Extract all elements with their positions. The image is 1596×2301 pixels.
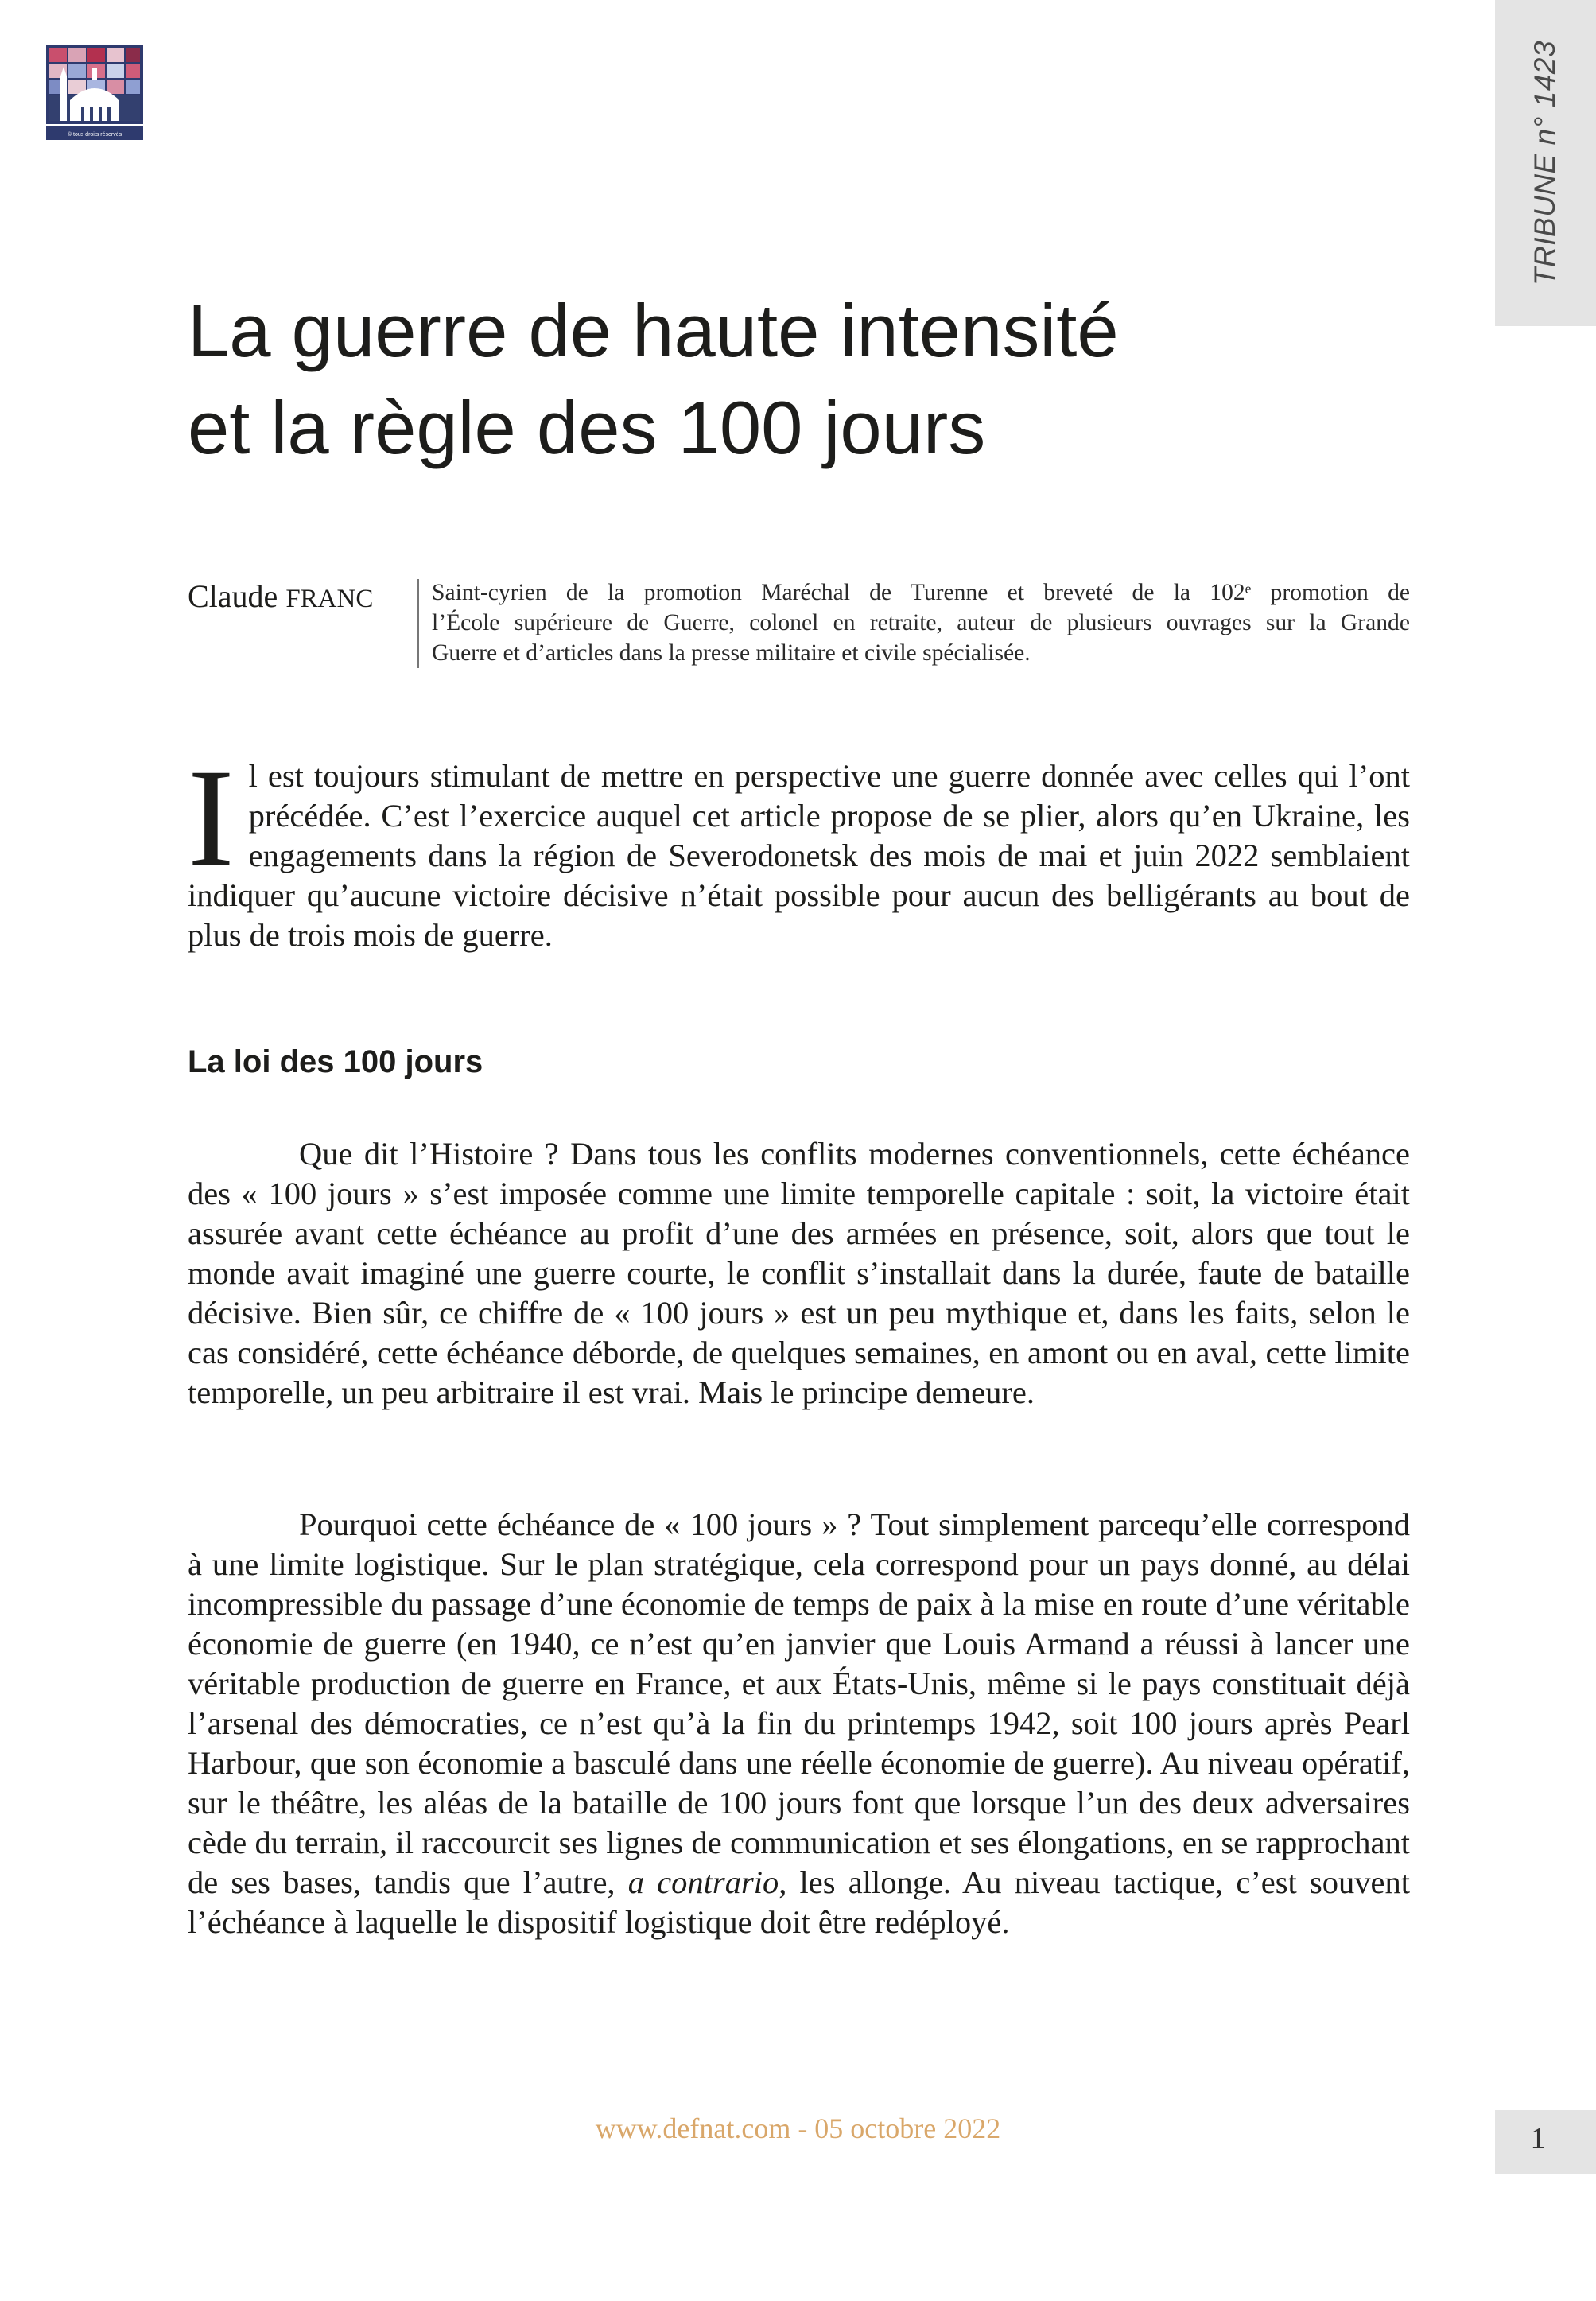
- author-divider: [417, 579, 419, 668]
- logo-mosaic: [46, 45, 143, 124]
- defnat-logo: [46, 45, 143, 140]
- page-number: 1: [1530, 2122, 1546, 2155]
- author-bio: [432, 577, 1410, 668]
- page-title: [188, 282, 1460, 476]
- author-bio-line: l’École supérieure de Guerre, colonel en retraite, auteur de plusieurs ouvrages sur la Grande: [432, 610, 1410, 635]
- title-line-1: La guerre de haute intensité: [188, 289, 1119, 372]
- paragraph-2-text-b: , les allonge. Au niveau tactique, c’est souvent l’échéance à laquelle le dispositif logistique doit être redéployé.: [188, 1864, 1410, 1940]
- author-last-name: FRANC: [285, 585, 374, 613]
- body-paragraph-1: Que dit l’Histoire ? Dans tous les conflits modernes conventionnels, cette échéance des « 100 jours » s’est imposée comme une limite temporelle capitale : soit, la victoire était assurée avant cette échéance au profit d’une des armées en présence, soit, alors que tout le monde avait imaginé une guerre courte, le conflit s’installait dans la durée, faute de bataille décisive. Bien sûr, ce chiffre de « 100 jours » est un peu mythique et, dans les faits, selon le cas considéré, cette échéance déborde, de quelques semaines, en amont ou en aval, cette limite temporelle, un peu arbitraire il est vrai. Mais le principe demeure.: [188, 1136, 1410, 1410]
- body-paragraph-2: [188, 1505, 1410, 1942]
- author-bio-line: Guerre et d’articles dans la presse militaire et civile spécialisée.: [432, 640, 1031, 666]
- tribune-label: TRIBUNE n° 1423: [1528, 40, 1561, 286]
- title-line-2: et la règle des 100 jours: [188, 386, 986, 469]
- footer-url-date: www.defnat.com - 05 octobre 2022: [595, 2112, 1001, 2144]
- intro-text: l est toujours stimulant de mettre en perspective une guerre donnée avec celles qui l’ont précédée. C’est l’exercice auquel cet article propose de se plier, alors qu’en Ukraine, les engagements dans la région de Severodonetsk des mois de mai et juin 2022 semblaient indiquer qu’aucune victoire décisive n’était possible pour aucun des belligérants au bout de plus de trois mois de guerre.: [188, 758, 1410, 953]
- italic-term: a contrario: [627, 1864, 779, 1900]
- drop-cap: I: [188, 740, 235, 896]
- paragraph-2-text-a: Pourquoi cette échéance de « 100 jours » ? Tout simplement parcequ’elle correspond à une limite logistique. Sur le plan stratégique, cela correspond pour un pays donné, au délai incompressible du passage d’une économie de temps de paix à la mise en route d’une véritable économie de guerre (en 1940, ce n’est qu’en janvier que Louis Armand a réussi à lancer une véritable production de guerre en France, et aux États-Unis, même si le pays constituait déjà l’arsenal des démocraties, ce n’est qu’à la fin du printemps 1942, soit 100 jours après Pearl Harbour, que son économie a basculé dans une réelle économie de guerre). Au niveau opératif, sur le théâtre, les aléas de la bataille de 100 jours font que lorsque l’un des deux adversaires cède du terrain, il raccourcit ses lignes de communication et ses élongations, en se rapprochant de ses bases, tandis que l’autre,: [188, 1506, 1410, 1900]
- author-first-name: Claude: [188, 578, 278, 614]
- logo-caption: © tous droits réservés: [67, 132, 122, 138]
- section-heading: La loi des 100 jours: [188, 1044, 483, 1079]
- intro-paragraph: [188, 740, 1410, 955]
- author-name: [188, 577, 373, 615]
- author-bio-line: Saint-cyrien de la promotion Maréchal de Turenne et breveté de la 102ᵉ promotion de: [432, 580, 1410, 605]
